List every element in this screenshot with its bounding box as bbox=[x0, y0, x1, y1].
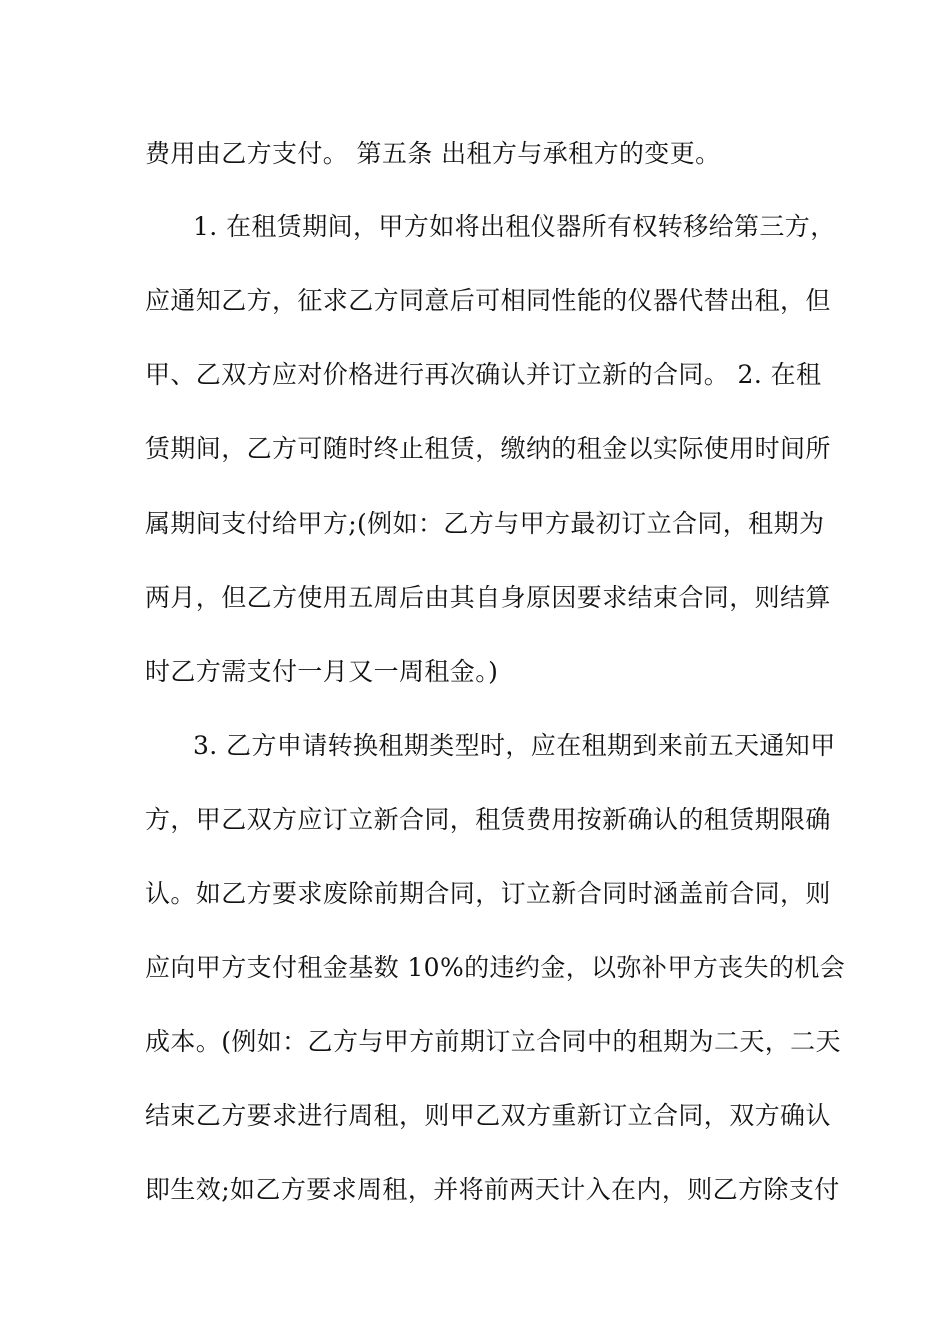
text-line-2: 1. 在租赁期间，甲方如将出租仪器所有权转移给第三方， bbox=[193, 212, 836, 241]
text-line-10: 方，甲乙双方应订立新合同，租赁费用按新确认的租赁期限确 bbox=[145, 805, 831, 834]
text-line-6: 属期间支付给甲方;(例如：乙方与甲方最初订立合同，租期为 bbox=[145, 509, 825, 538]
text-line-3: 应通知乙方，征求乙方同意后可相同性能的仪器代替出租，但 bbox=[145, 286, 831, 315]
text-line-4: 甲、乙双方应对价格进行再次确认并订立新的合同。 2. 在租 bbox=[145, 360, 822, 389]
text-line-5: 赁期间，乙方可随时终止租赁，缴纳的租金以实际使用时间所 bbox=[145, 434, 831, 463]
text-line-11: 认。如乙方要求废除前期合同，订立新合同时涵盖前合同，则 bbox=[145, 879, 831, 908]
text-line-12: 应向甲方支付租金基数 10%的违约金，以弥补甲方丧失的机会 bbox=[145, 953, 846, 982]
text-line-14: 结束乙方要求进行周租，则甲乙双方重新订立合同，双方确认 bbox=[145, 1101, 831, 1130]
text-line-8: 时乙方需支付一月又一周租金。) bbox=[145, 657, 499, 686]
text-line-1: 费用由乙方支付。 第五条 出租方与承租方的变更。 bbox=[145, 139, 721, 168]
text-line-7: 两月，但乙方使用五周后由其自身原因要求结束合同，则结算 bbox=[145, 583, 831, 612]
text-line-9: 3. 乙方申请转换租期类型时，应在租期到来前五天通知甲 bbox=[193, 731, 836, 760]
text-line-15: 即生效;如乙方要求周租，并将前两天计入在内，则乙方除支付 bbox=[145, 1175, 840, 1204]
text-line-13: 成本。(例如：乙方与甲方前期订立合同中的租期为二天，二天 bbox=[145, 1027, 841, 1056]
